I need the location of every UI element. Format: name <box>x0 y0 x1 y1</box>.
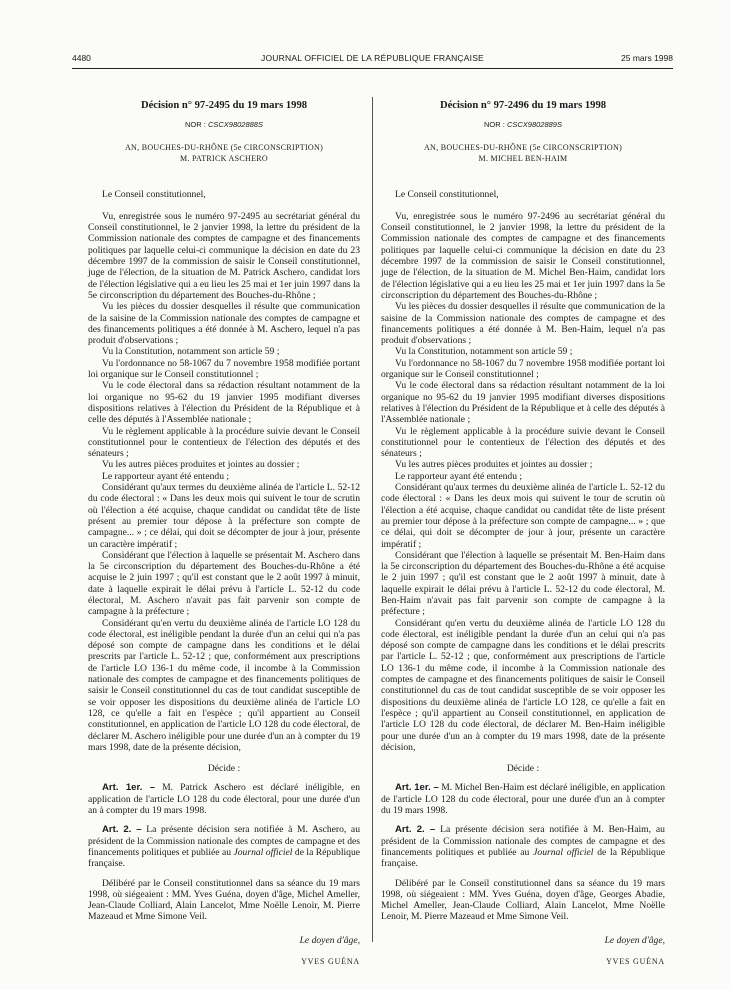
paragraph: Le Conseil constitutionnel, <box>395 188 499 200</box>
signature-name: YVES GUÉNA <box>301 956 360 966</box>
nor-label: NOR : <box>484 120 507 130</box>
constituency: AN, BOUCHES-DU-RHÔNE (5e CIRCONSCRIPTION) <box>124 142 324 152</box>
paragraph: Vu la Constitution, notamment son article 59 ; <box>102 346 280 358</box>
issue-date: 25 mars 1998 <box>621 53 673 63</box>
article-text: de la République française. <box>381 846 665 870</box>
signature-title: Le doyen d'âge, <box>299 934 360 946</box>
paragraph: Vu les pièces du dossier desquelles il résulte que communication de la saisine de la Commission nationale des comptes de campagne et des financements politiques a été donnée à M. Aschero, lequel n'a pas produit d'observations ; <box>88 301 360 347</box>
decision-left <box>88 100 360 975</box>
journal-title: JOURNAL OFFICIEL DE LA RÉPUBLIQUE FRANÇAISE <box>261 53 484 63</box>
nor-reference <box>88 119 360 130</box>
article-label: Art. 2. – <box>395 824 436 836</box>
paragraph: Considérant que l'élection à laquelle se présentait M. Ben-Haim dans la 5e circonscription du département des Bouches-du-Rhône a été acquise le 2 juin 1997 ; qu'il est constant que le 2 août 1997 à minuit, date à laquelle expirait le délai prévu à l'article L. 52-12 du code électoral, M. Ben-Haim n'avait pas fait parvenir son compte de campagne à la préfecture ; <box>381 549 665 618</box>
article-label: Art. 2. – <box>102 824 142 836</box>
signature-title: Le doyen d'âge, <box>604 934 665 946</box>
paragraph: Vu le règlement applicable à la procédure suivie devant le Conseil constitutionnel pour le contentieux de l'élection des députés et des sénateurs ; <box>381 425 665 460</box>
article-1 <box>88 782 360 816</box>
journal-name: Journal officiel <box>233 846 293 858</box>
paragraph: Vu le code électoral dans sa rédaction résultant notamment de la loi organique no 95-62 du 19 janvier 1995 modifiant diverses dispositions relatives à l'élection du Président de la République et à celle des députés à l'Assemblée nationale ; <box>88 380 360 426</box>
deliberation: Délibéré par le Conseil constitutionnel dans sa séance du 19 mars 1998, où siégeaient : MM. Yves Guéna, doyen d'âge, Michel Ameller, Jean-Claude Colliard, Alain Lancelot, Mme Noëlle Lenoir, M. Pierre Mazeaud et Mme Simone Veil. <box>88 877 360 923</box>
nor-code: CSCX9802888S <box>207 120 263 130</box>
paragraph: Considérant qu'aux termes du deuxième alinéa de l'article L. 52-12 du code électoral : « Dans les deux mois qui suivent le tour de scrutin où l'élection a été acquise, chaque candidat ou candidat tête de liste présent au premier tour dépose à la préfecture son compte de campagne... » ; ce délai, qui doit se décompter de jour à jour, présente un caractère impératif ; <box>88 482 360 550</box>
paragraph: Le Conseil constitutionnel, <box>102 188 206 200</box>
article-2 <box>88 824 360 869</box>
paragraph: Vu les autres pièces produites et jointes au dossier ; <box>395 459 593 471</box>
nor-reference <box>381 119 665 130</box>
deliberation: Délibéré par le Conseil constitutionnel dans sa séance du 19 mars 1998, où siégeaient : MM. Yves Guéna, doyen d'âge, Georges Abadie, Michel Ameller, Jean-Claude Colliard, Alain Lancelot, Mme Noëlle Lenoir, M. Pierre Mazeaud et Mme Simone Veil. <box>381 877 665 923</box>
decision-title: Décision n° 97-2496 du 19 mars 1998 <box>439 100 607 111</box>
paragraph: Vu l'ordonnance no 58-1067 du 7 novembre 1958 modifiée portant loi organique sur le Conseil constitutionnel ; <box>88 357 360 381</box>
article-text: La présente décision sera notifiée à M. Ben-Haim, au président de la Commission nationale des comptes de campagne et des financements politiques et publiée au <box>381 824 665 858</box>
candidate-name: M. PATRICK ASCHERO <box>179 153 269 163</box>
paragraph: Considérant que l'élection à laquelle se présentait M. Aschero dans la 5e circonscription du département des Bouches-du-Rhône a été acquise le 2 juin 1997 ; qu'il est constant que le 2 août 1997 à minuit, date à laquelle expirait le délai prévu à l'article L. 52-12 du code électoral, M. Aschero n'avait pas fait parvenir son compte de campagne à la préfecture ; <box>88 549 360 618</box>
article-label: Art. 1er. – <box>395 782 439 794</box>
article-text: M. Michel Ben-Haim est déclaré inéligible, en application de l'article LO 128 du code électoral, pour une durée d'un an à compter du 19 mars 1998. <box>381 782 665 817</box>
paragraph: Le rapporteur ayant été entendu ; <box>395 470 523 482</box>
journal-name: Journal officiel <box>533 846 594 858</box>
paragraph: Considérant qu'en vertu du deuxième alinéa de l'article LO 128 du code électoral, est inéligible pendant la durée d'un an celui qui n'a pas déposé son compte de campagne dans les conditions et le délai prescrits par l'article L. 52-12 ; que, conformément aux prescriptions de l'article LO 136-1 du même code, il incombe à la Commission nationale des comptes de campagne et des financements politiques de saisir le Conseil constitutionnel du cas de tout candidat susceptible de se voir opposer les dispositions du deuxième alinéa de l'article LO 128, ce qu'elle a fait en l'espèce ; qu'il appartient au Conseil constitutionnel, en application de l'article LO 128 du code électoral, de déclarer M. Ben-Haim inéligible pour une durée d'un an à compter du 19 mars 1998, date de la présente décision, <box>381 617 665 753</box>
decide-heading: Décide : <box>207 763 241 775</box>
column-divider <box>372 97 373 942</box>
article-label: Art. 1er. – <box>102 782 156 794</box>
page-header <box>72 53 673 67</box>
decision-body <box>381 189 665 754</box>
article-1 <box>381 782 665 816</box>
page-number: 4480 <box>72 53 91 63</box>
paragraph: Vu le règlement applicable à la procédure suivie devant le Conseil constitutionnel pour le contentieux de l'élection des députés et des sénateurs ; <box>88 425 360 460</box>
paragraph: Le rapporteur ayant été entendu ; <box>102 470 230 482</box>
paragraph: Considérant qu'aux termes du deuxième alinéa de l'article L. 52-12 du code électoral : « Dans les deux mois qui suivent le tour de scrutin où l'élection a été acquise, chaque candidat ou candidat tête de liste présent au premier tour dépose à la préfecture son compte de campagne... » ; que ce délai, qui doit se décompter de jour à jour, présente un caractère impératif ; <box>381 482 665 550</box>
paragraph: Vu les pièces du dossier desquelles il résulte que communication de la saisine de la Commission nationale des comptes de campagne et des financements politiques a été donnée à M. Ben-Haim, lequel n'a pas produit d'observations ; <box>381 301 665 347</box>
header-rule <box>72 68 673 69</box>
article-2 <box>381 824 665 869</box>
signature-name: YVES GUÉNA <box>606 956 665 966</box>
paragraph: Vu, enregistrée sous le numéro 97-2495 au secrétariat général du Conseil constitutionnel, le 2 janvier 1998, la lettre du président de la Commission nationale des comptes de campagne et des financements politiques par laquelle celui-ci communique la décision en date du 23 décembre 1997 de la commission de saisir le Conseil constitutionnel, juge de l'élection, de la situation de M. Patrick Aschero, candidat lors de l'élection législative qui a eu lieu les 25 mai et 1er juin 1997 dans la 5e circonscription du département des Bouches-du-Rhône ; <box>88 210 360 301</box>
paragraph: Vu la Constitution, notamment son article 59 ; <box>395 346 573 358</box>
nor-label: NOR : <box>185 120 208 130</box>
decision-right <box>381 100 665 975</box>
paragraph: Vu le code électoral dans sa rédaction résultant notamment de la loi organique no 95-62 du 19 janvier 1995 modifiant diverses dispositions relatives à l'élection du Président de la République et à celle des députés à l'Assemblée nationale ; <box>381 380 665 426</box>
decision-title: Décision n° 97-2495 du 19 mars 1998 <box>140 100 308 111</box>
paragraph: Vu l'ordonnance no 58-1067 du 7 novembre 1958 modifiée portant loi organique sur le Conseil constitutionnel ; <box>381 357 665 381</box>
article-text: de la République française. <box>88 846 361 870</box>
paragraph: Vu les autres pièces produites et jointes au dossier ; <box>102 459 300 471</box>
article-text: M. Patrick Aschero est déclaré inéligible, en application de l'article LO 128 du code électoral, pour une durée d'un an à compter du 19 mars 1998. <box>88 782 360 817</box>
decision-body <box>88 189 360 754</box>
paragraph: Considérant qu'en vertu du deuxième alinéa de l'article LO 128 du code électoral, est inéligible pendant la durée d'un an celui qui n'a pas déposé son compte de campagne dans les conditions et le délai prescrits par l'article L. 52-12 ; que, conformément aux prescriptions de l'article LO 136-1 du même code, il incombe à la Commission nationale des comptes de campagne et des financements politiques de saisir le Conseil constitutionnel du cas de tout candidat susceptible de se voir opposer les dispositions du deuxième alinéa de l'article LO 128, ce qu'elle a fait en l'espèce ; qu'il appartient au Conseil constitutionnel, en application de l'article LO 128 du code électoral, de déclarer M. Aschero inéligible pour une durée d'un an à compter du 19 mars 1998, date de la présente décision, <box>88 617 360 753</box>
decide-heading: Décide : <box>506 763 540 775</box>
nor-code: CSCX9802889S <box>506 120 562 130</box>
candidate-name: M. MICHEL BEN-HAIM <box>478 153 568 163</box>
article-text: La présente décision sera notifiée à M. Aschero, au président de la Commission nationale des comptes de campagne et des financements politiques et publiée au <box>88 824 360 858</box>
paragraph: Vu, enregistrée sous le numéro 97-2496 au secrétariat général du Conseil constitutionnel, le 2 janvier 1998, la lettre du président de la Commission nationale des comptes de campagne et des financements politiques par laquelle celui-ci communique la décision en date du 23 décembre 1997 de la commission de saisir le Conseil constitutionnel, juge de l'élection, de la situation de M. Michel Ben-Haim, candidat lors de l'élection législative qui a eu lieu les 25 mai et 1er juin 1997 dans la 5e circonscription du département des Bouches-du-Rhône ; <box>381 210 665 301</box>
constituency: AN, BOUCHES-DU-RHÔNE (5e CIRCONSCRIPTION) <box>423 142 623 152</box>
